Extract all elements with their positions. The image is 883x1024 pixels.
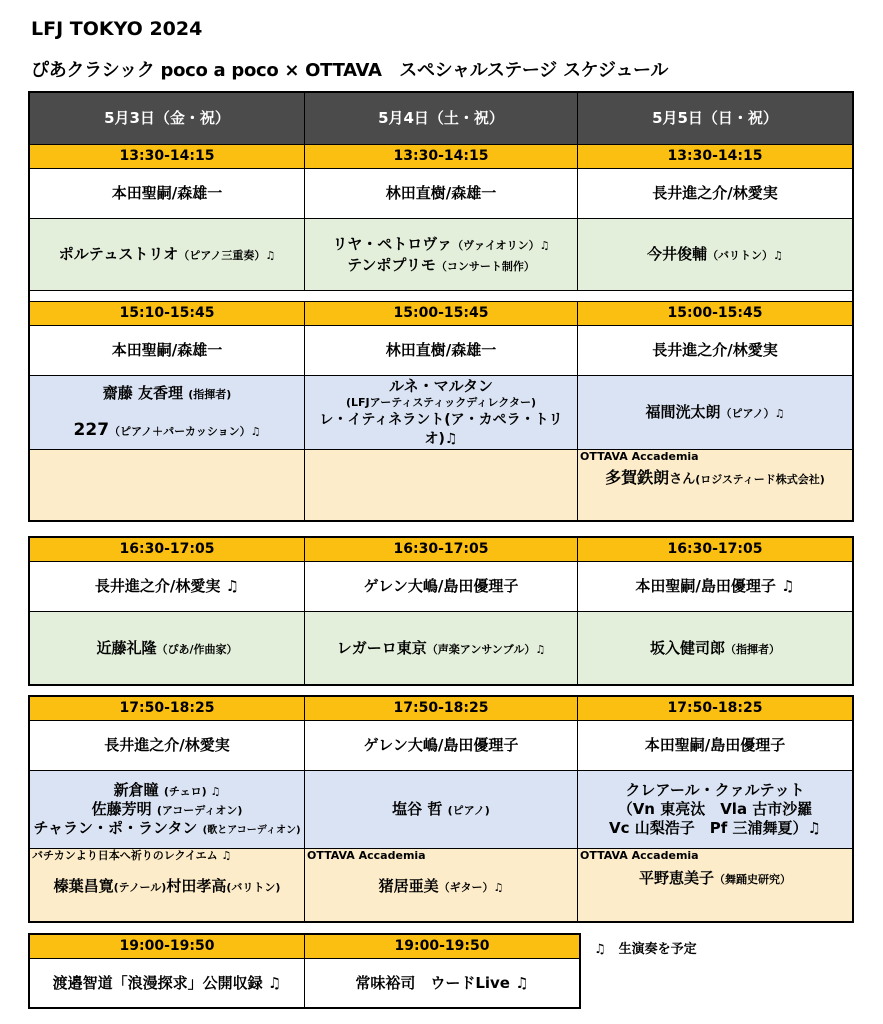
schedule-block-1 — [28, 91, 854, 522]
guest-name: 榛葉昌寛 — [53, 876, 114, 895]
guest-name: 村田孝高 — [166, 876, 227, 895]
program-label: バチカンより日本へ祈りのレクイエム ♫ — [32, 849, 232, 862]
time-slot: 16:30-17:05 — [578, 538, 852, 562]
guest-name: レガーロ東京 — [336, 638, 427, 657]
guest-cell — [30, 219, 305, 291]
time-slot: 19:00-19:50 — [30, 935, 305, 959]
guest-cell — [30, 771, 305, 849]
guest-name: 227 — [73, 419, 110, 440]
guest-role: （ピアノ＋パーカッション）♫ — [109, 424, 261, 438]
host-names: 林田直樹/森雄一 — [305, 169, 578, 219]
guest-name: 佐藤芳明 — [91, 800, 152, 819]
time-slot: 15:00-15:45 — [578, 302, 852, 326]
guest-role: (チェロ) ♫ — [163, 785, 221, 799]
guest-name: （Vn 東亮汰 Vla 古市沙羅 — [617, 800, 813, 819]
guest-name: リヤ・ペトロヴァ — [332, 235, 453, 254]
guest-name: ルネ・マルタン — [389, 377, 493, 396]
guest-name: 坂入健司郎 — [649, 638, 725, 657]
time-slot: 17:50-18:25 — [578, 697, 852, 721]
host-names: 林田直樹/森雄一 — [305, 326, 578, 376]
guest-cell — [30, 612, 305, 684]
schedule-block-3 — [28, 536, 854, 686]
guest-name: 猪居亜美 — [378, 876, 439, 895]
guest-name: 福間洸太朗 — [645, 403, 721, 422]
time-slot: 13:30-14:15 — [305, 145, 578, 169]
guest-name: 平野恵美子 — [638, 868, 714, 887]
guest-cell — [305, 376, 578, 450]
guest-name: 新倉瞳 — [113, 781, 159, 800]
guest-role: （ヴァイオリン）♫ — [452, 239, 550, 253]
time-slot: 17:50-18:25 — [305, 697, 578, 721]
guest-cell — [30, 376, 305, 450]
guest-name: 近藤礼隆 — [96, 638, 157, 657]
guest-name: 今井俊輔 — [647, 245, 708, 264]
time-slot: 17:50-18:25 — [30, 697, 305, 721]
time-slot: 15:10-15:45 — [30, 302, 305, 326]
guest-cell: 渡邉智道「浪漫探求」公開収録 ♫ — [30, 959, 305, 1007]
guest-cell — [305, 612, 578, 684]
host-names: ゲレン大嶋/島田優理子 — [305, 562, 578, 612]
guest-role: (歌とアコーディオン) — [202, 824, 301, 836]
host-names: 長井進之介/林愛実 — [578, 169, 852, 219]
accademia-label: OTTAVA Accademia — [580, 450, 699, 463]
guest-role: (指揮者) — [188, 388, 232, 402]
accademia-cell — [578, 450, 852, 520]
guest-name: チャラン・ポ・ランタン — [33, 818, 198, 837]
host-names: 長井進之介/林愛実 — [578, 326, 852, 376]
guest-name: ポルテュストリオ — [58, 245, 179, 264]
schedule-block-5 — [28, 933, 581, 1009]
accademia-cell — [305, 849, 578, 921]
guest-role: （コンサート制作） — [435, 259, 535, 273]
guest-role: (ピアノ) — [447, 804, 490, 818]
time-slot: 16:30-17:05 — [305, 538, 578, 562]
host-names: ゲレン大嶋/島田優理子 — [305, 721, 578, 771]
guest-name: クレアール・クァルテット — [625, 781, 805, 800]
guest-cell — [305, 771, 578, 849]
page-subtitle: ぴあクラシック poco a poco × OTTAVA スペシャルステージ スケジュール — [31, 60, 669, 81]
day-header-may3: 5月3日（金・祝） — [30, 93, 305, 145]
guest-cell — [578, 612, 852, 684]
live-performance-note: ♫ 生演奏を予定 — [594, 942, 697, 957]
honorific: さん — [669, 471, 696, 487]
guest-name: 多賀鉄朗 — [605, 467, 670, 487]
guest-role: （ピアノ三重奏）♫ — [178, 249, 276, 263]
guest-cell — [578, 771, 852, 849]
schedule-block-4 — [28, 695, 854, 923]
host-names: 長井進之介/林愛実 — [30, 721, 305, 771]
guest-role: （ギター）♫ — [438, 880, 504, 894]
host-names: 本田聖嗣/森雄一 — [30, 169, 305, 219]
guest-role: (ロジスティード株式会社) — [695, 472, 825, 486]
host-names: 長井進之介/林愛実 ♫ — [30, 562, 305, 612]
time-slot: 13:30-14:15 — [30, 145, 305, 169]
accademia-label: OTTAVA Accademia — [580, 849, 699, 862]
guest-name: レ・イティネラント(ア・カペラ・トリオ)♫ — [319, 412, 563, 448]
guest-role: （ぴあ/作曲家） — [156, 642, 238, 656]
guest-role: （ピアノ）♫ — [720, 407, 785, 421]
host-names: 本田聖嗣/島田優理子 ♫ — [578, 562, 852, 612]
accademia-cell — [578, 849, 852, 921]
guest-role: (テノール) — [113, 880, 167, 894]
guest-role: （指揮者） — [725, 642, 780, 656]
time-slot: 15:00-15:45 — [305, 302, 578, 326]
time-slot: 19:00-19:50 — [305, 935, 579, 959]
guest-cell: 常味裕司 ウードLive ♫ — [305, 959, 579, 1007]
guest-name: Vc 山梨浩子 Pf 三浦舞夏）♫ — [609, 818, 821, 837]
guest-name: 塩谷 哲 — [392, 800, 443, 819]
guest-role: (LFJアーティスティックディレクター) — [345, 396, 537, 410]
time-slot: 16:30-17:05 — [30, 538, 305, 562]
guest-role: （バリトン）♫ — [707, 249, 783, 263]
host-names: 本田聖嗣/島田優理子 — [578, 721, 852, 771]
guest-role: (アコーディオン) — [156, 804, 243, 818]
guest-role: (バリトン) — [226, 880, 281, 894]
special-cell — [30, 849, 305, 921]
guest-cell — [305, 219, 578, 291]
guest-cell — [578, 376, 852, 450]
guest-role: （声楽アンサンブル）♫ — [426, 642, 546, 656]
empty-cell — [305, 450, 578, 520]
time-slot: 13:30-14:15 — [578, 145, 852, 169]
empty-cell — [30, 450, 305, 520]
host-names: 本田聖嗣/森雄一 — [30, 326, 305, 376]
day-header-may5: 5月5日（日・祝） — [578, 93, 852, 145]
guest-cell — [578, 219, 852, 291]
guest-name: 齋藤 友香理 — [102, 384, 183, 403]
guest-role: （舞踊史研究） — [714, 872, 791, 886]
day-header-may4: 5月4日（土・祝） — [305, 93, 578, 145]
guest-name: テンポプリモ — [347, 255, 436, 274]
page-title: LFJ TOKYO 2024 — [31, 18, 203, 40]
accademia-label: OTTAVA Accademia — [307, 849, 426, 862]
